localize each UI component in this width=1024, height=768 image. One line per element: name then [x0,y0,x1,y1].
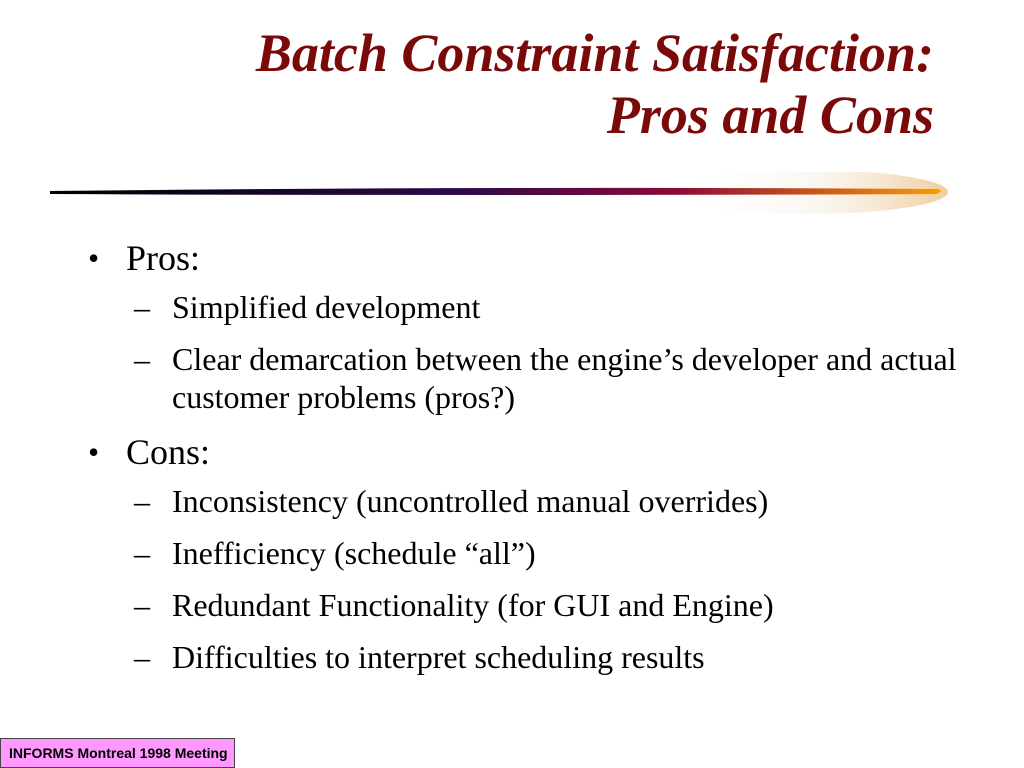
bullet-dot-icon: • [88,240,100,276]
list-item [88,534,988,572]
dash-icon: – [134,587,150,623]
bullet-pros [88,236,988,280]
dash-icon: – [134,535,150,571]
dash-icon: – [134,483,150,519]
list-item [88,340,988,416]
bullet-label: Pros: [126,238,201,278]
list-item-text: Clear demarcation between the engine’s developer and actual customer problems (pros?) [172,341,957,415]
title-divider [48,172,948,224]
footer-label: INFORMS Montreal 1998 Meeting [0,738,235,768]
list-item [88,586,988,624]
dash-icon: – [134,639,150,675]
bullet-dot-icon: • [88,434,100,470]
cons-sub-list [88,482,988,676]
list-item [88,482,988,520]
pros-sub-list [88,288,988,416]
bullet-label: Cons: [126,432,211,472]
title-line-1: Batch Constraint Satisfaction: [255,23,934,83]
title-line-2: Pros and Cons [606,85,934,145]
slide-title [256,22,934,146]
divider-line [50,188,941,195]
list-item-text: Inconsistency (uncontrolled manual overrides) [172,483,769,519]
list-item-text: Difficulties to interpret scheduling results [172,639,705,675]
bullet-list [88,236,988,690]
bullet-cons [88,430,988,474]
list-item-text: Redundant Functionality (for GUI and Engine) [172,587,774,623]
list-item [88,638,988,676]
list-item-text: Simplified development [172,289,481,325]
list-item-text: Inefficiency (schedule “all”) [172,535,536,571]
list-item [88,288,988,326]
dash-icon: – [134,289,150,325]
dash-icon: – [134,341,150,377]
